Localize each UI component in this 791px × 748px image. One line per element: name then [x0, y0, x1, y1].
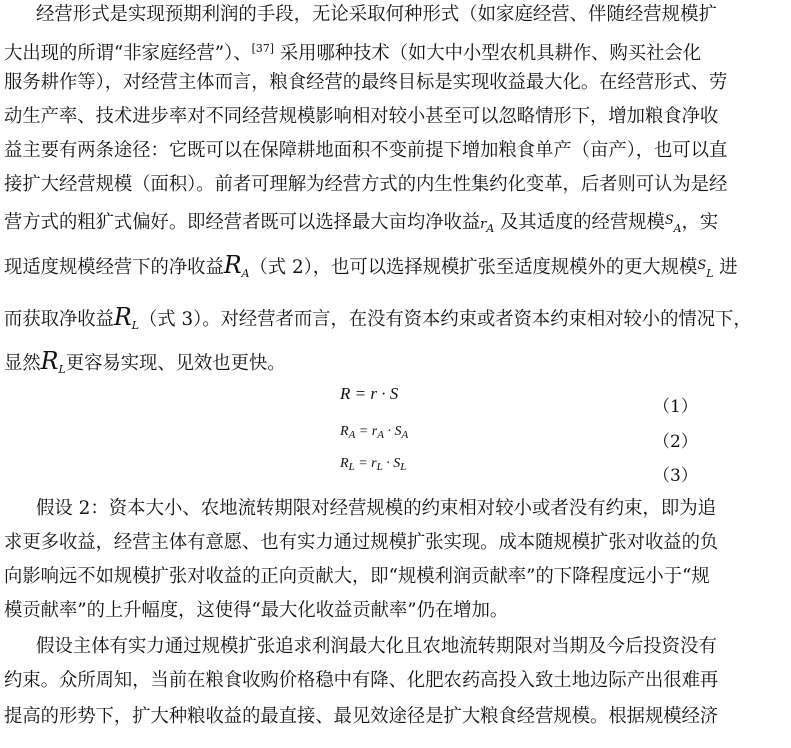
text-line: 接扩大经营规模（面积）。前者可理解为经营方式的内生性集约化变革，后者则可认为是经	[4, 174, 728, 195]
equation-3	[340, 456, 406, 473]
eq-rhs: = r · S	[354, 384, 399, 403]
eq-subscript: L	[400, 461, 407, 473]
text-segment: ，实	[681, 212, 719, 233]
eq-subscript: A	[348, 429, 356, 441]
eq-subscript: L	[348, 461, 355, 473]
symbol-subscript: L	[706, 267, 714, 280]
text-line: 假设主体有实力通过规模扩张追求利润最大化且农地流转期限对当期及今后投资没有	[36, 636, 717, 657]
text-segment: （式 2），也可以选择规模扩张至适度规模外的更大规模	[249, 257, 698, 278]
symbol-subscript: L	[131, 319, 140, 332]
equation-2	[340, 424, 408, 441]
eq-lhs: R	[340, 424, 349, 439]
symbol-subscript: A	[241, 267, 250, 280]
symbol-S: S	[664, 213, 674, 228]
text-segment: 营方式的粗犷式偏好。即经营者既可以选择最大亩均净收益	[4, 212, 481, 233]
text-line: 提高的形势下，扩大种粮收益的最直接、最见效途径是扩大粮食经营规模。根据规模经济	[4, 706, 719, 727]
eq-rhs: · S	[383, 424, 402, 439]
text-line: 模贡献率”的上升幅度，这使得“最大化收益贡献率”仍在增加。	[4, 600, 509, 621]
eq-subscript: A	[401, 429, 409, 441]
symbol-subscript: L	[58, 363, 66, 376]
equation-1	[340, 384, 398, 404]
symbol-subscript: A	[486, 222, 495, 235]
equation-number: （1）	[653, 397, 698, 417]
eq-subscript: A	[377, 429, 384, 441]
text-line	[4, 208, 787, 242]
symbol-R: R	[40, 347, 59, 375]
text-segment: 采用哪种技术（如大中小型农机具耕作、购买社会化	[279, 43, 702, 64]
text-segment: 及其适度的经营规模	[500, 212, 665, 233]
text-line	[4, 348, 787, 383]
equation-number: （2）	[653, 432, 698, 452]
text-segment: 更容易实现、见效也更快。	[65, 353, 286, 374]
text-line: 服务耕作等），对经营主体而言，粮食经营的最终目标是实现收益最大化。在经营形式、劳	[4, 72, 728, 93]
symbol-R: R	[113, 303, 132, 331]
symbol-r: r	[480, 217, 487, 232]
text-line: 假设 2：资本大小、农地流转期限对经营规模的约束相对较小或者没有约束，即为追	[36, 498, 717, 519]
eq-lhs: R	[340, 456, 349, 471]
equation-number: （3）	[653, 466, 698, 486]
text-line: 动生产率、技术进步率对不同经营规模影响相对较小甚至可以忽略情形下，增加粮食净收	[4, 106, 719, 127]
eq-subscript: L	[376, 461, 383, 473]
text-line: 经营形式是实现预期利润的手段，无论采取何种形式（如家庭经营、伴随经营规模扩	[36, 4, 717, 25]
text-line: 求更多收益，经营主体有意愿、也有实力通过规模扩张实现。成本随规模扩张对收益的负	[4, 532, 719, 553]
symbol-R: R	[223, 251, 242, 279]
text-segment: 现适度规模经营下的净收益	[4, 257, 224, 278]
text-segment: 而获取净收益	[4, 309, 114, 330]
symbol-subscript: A	[673, 222, 682, 235]
text-line	[4, 36, 787, 67]
text-segment: 进	[719, 257, 738, 278]
eq-lhs: R	[340, 384, 351, 403]
text-line: 向影响远不如规模扩张对收益的正向贡献大，即“规模利润贡献率”的下降程度远小于“规	[4, 566, 710, 587]
citation-ref: [37]	[251, 42, 275, 55]
eq-rhs: = r	[358, 424, 378, 439]
eq-rhs: · S	[382, 456, 401, 471]
text-segment: 显然	[4, 353, 41, 374]
text-line	[4, 252, 787, 287]
text-line: 益主要有两条途径：它既可以在保障耕地面积不变前提下增加粮食单产（亩产），也可以直	[4, 140, 728, 161]
text-segment: 大出现的所谓“非家庭经营”）、	[4, 43, 252, 64]
eq-rhs: = r	[358, 456, 377, 471]
text-line	[4, 304, 787, 339]
symbol-S: S	[697, 258, 707, 273]
text-line: 约束。众所周知，当前在粮食收购价格稳中有降、化肥农药高投入致土地边际产出很难再	[4, 670, 719, 691]
text-segment: （式 3）。对经营者而言，在没有资本约束或者资本约束相对较小的情况下，	[139, 309, 752, 330]
